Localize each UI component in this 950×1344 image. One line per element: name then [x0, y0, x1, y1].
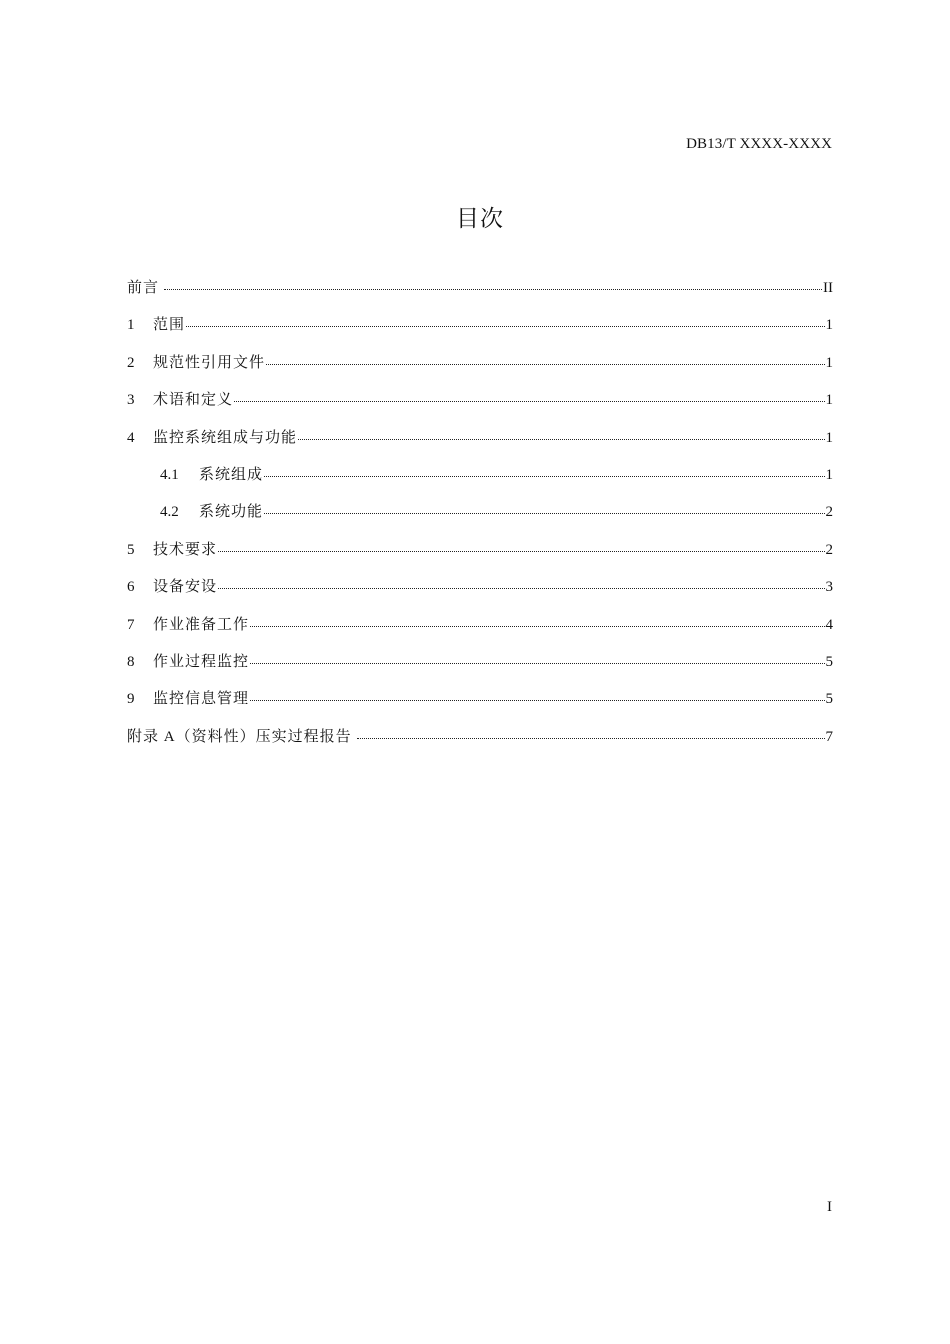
dot-leader [234, 389, 824, 404]
toc-entry-4-1[interactable] [127, 463, 833, 500]
toc-entry-label: 范围 [153, 317, 186, 334]
page-title: 目次 [456, 206, 504, 232]
dot-leader [298, 427, 824, 442]
toc-entry-8[interactable] [127, 650, 833, 687]
toc-entry-5[interactable] [127, 538, 833, 575]
toc-entry-label: 技术要求 [153, 541, 218, 558]
page-number: I [827, 1199, 832, 1215]
dot-leader [218, 576, 824, 591]
dot-leader [357, 726, 825, 741]
dot-leader [266, 352, 824, 367]
toc-entry-foreword[interactable] [127, 276, 833, 313]
toc-entry-number: 2 [127, 354, 135, 371]
toc-entry-7[interactable] [127, 613, 833, 650]
toc-entry-appendix-a[interactable] [127, 725, 833, 762]
toc-entry-label: 系统组成 [199, 466, 264, 483]
toc-entry-number: 4 [127, 429, 135, 446]
toc-entry-page: 1 [825, 429, 833, 446]
toc-entry-label: 设备安设 [153, 579, 218, 596]
toc-entry-page: 1 [825, 317, 833, 334]
toc-entry-number: 5 [127, 541, 135, 558]
toc-entry-number: 1 [127, 317, 135, 334]
toc-entry-3[interactable] [127, 388, 833, 425]
toc-entry-number: 3 [127, 392, 135, 409]
table-of-contents [127, 276, 833, 762]
dot-leader [264, 464, 824, 479]
toc-entry-label: 监控信息管理 [153, 691, 250, 708]
toc-entry-page: 1 [825, 466, 833, 483]
toc-entry-page: 5 [825, 653, 833, 670]
toc-entry-1[interactable] [127, 313, 833, 350]
dot-leader [186, 314, 824, 329]
toc-entry-label: 系统功能 [199, 504, 264, 521]
toc-entry-page: 2 [825, 541, 833, 558]
toc-entry-label: 作业准备工作 [153, 616, 250, 633]
toc-entry-page: 2 [825, 504, 833, 521]
toc-entry-number: 4.2 [160, 504, 179, 521]
dot-leader [164, 277, 822, 292]
toc-entry-page: 1 [825, 392, 833, 409]
toc-entry-number: 9 [127, 691, 135, 708]
toc-entry-9[interactable] [127, 687, 833, 724]
toc-entry-page: 7 [825, 728, 833, 745]
toc-entry-6[interactable] [127, 575, 833, 612]
toc-entry-label: 作业过程监控 [153, 653, 250, 670]
toc-entry-2[interactable] [127, 351, 833, 388]
toc-entry-number: 6 [127, 579, 135, 596]
document-code: DB13/T XXXX-XXXX [686, 136, 832, 152]
dot-leader [218, 539, 824, 554]
toc-entry-label: 附录 A（资料性）压实过程报告 [127, 728, 352, 745]
toc-entry-number: 7 [127, 616, 135, 633]
toc-entry-number: 8 [127, 653, 135, 670]
dot-leader [250, 651, 824, 666]
toc-entry-page: 3 [825, 579, 833, 596]
toc-entry-page: II [823, 280, 833, 296]
toc-entry-number: 4.1 [160, 466, 179, 483]
toc-entry-label: 前言 [127, 280, 160, 296]
toc-entry-page: 4 [825, 616, 833, 633]
toc-entry-page: 5 [825, 691, 833, 708]
dot-leader [250, 688, 824, 703]
dot-leader [264, 501, 824, 516]
toc-entry-4-2[interactable] [127, 500, 833, 537]
toc-entry-4[interactable] [127, 426, 833, 463]
toc-entry-page: 1 [825, 354, 833, 371]
toc-entry-label: 术语和定义 [153, 392, 234, 409]
toc-entry-label: 规范性引用文件 [153, 354, 266, 371]
toc-entry-label: 监控系统组成与功能 [153, 429, 298, 446]
dot-leader [250, 614, 824, 629]
